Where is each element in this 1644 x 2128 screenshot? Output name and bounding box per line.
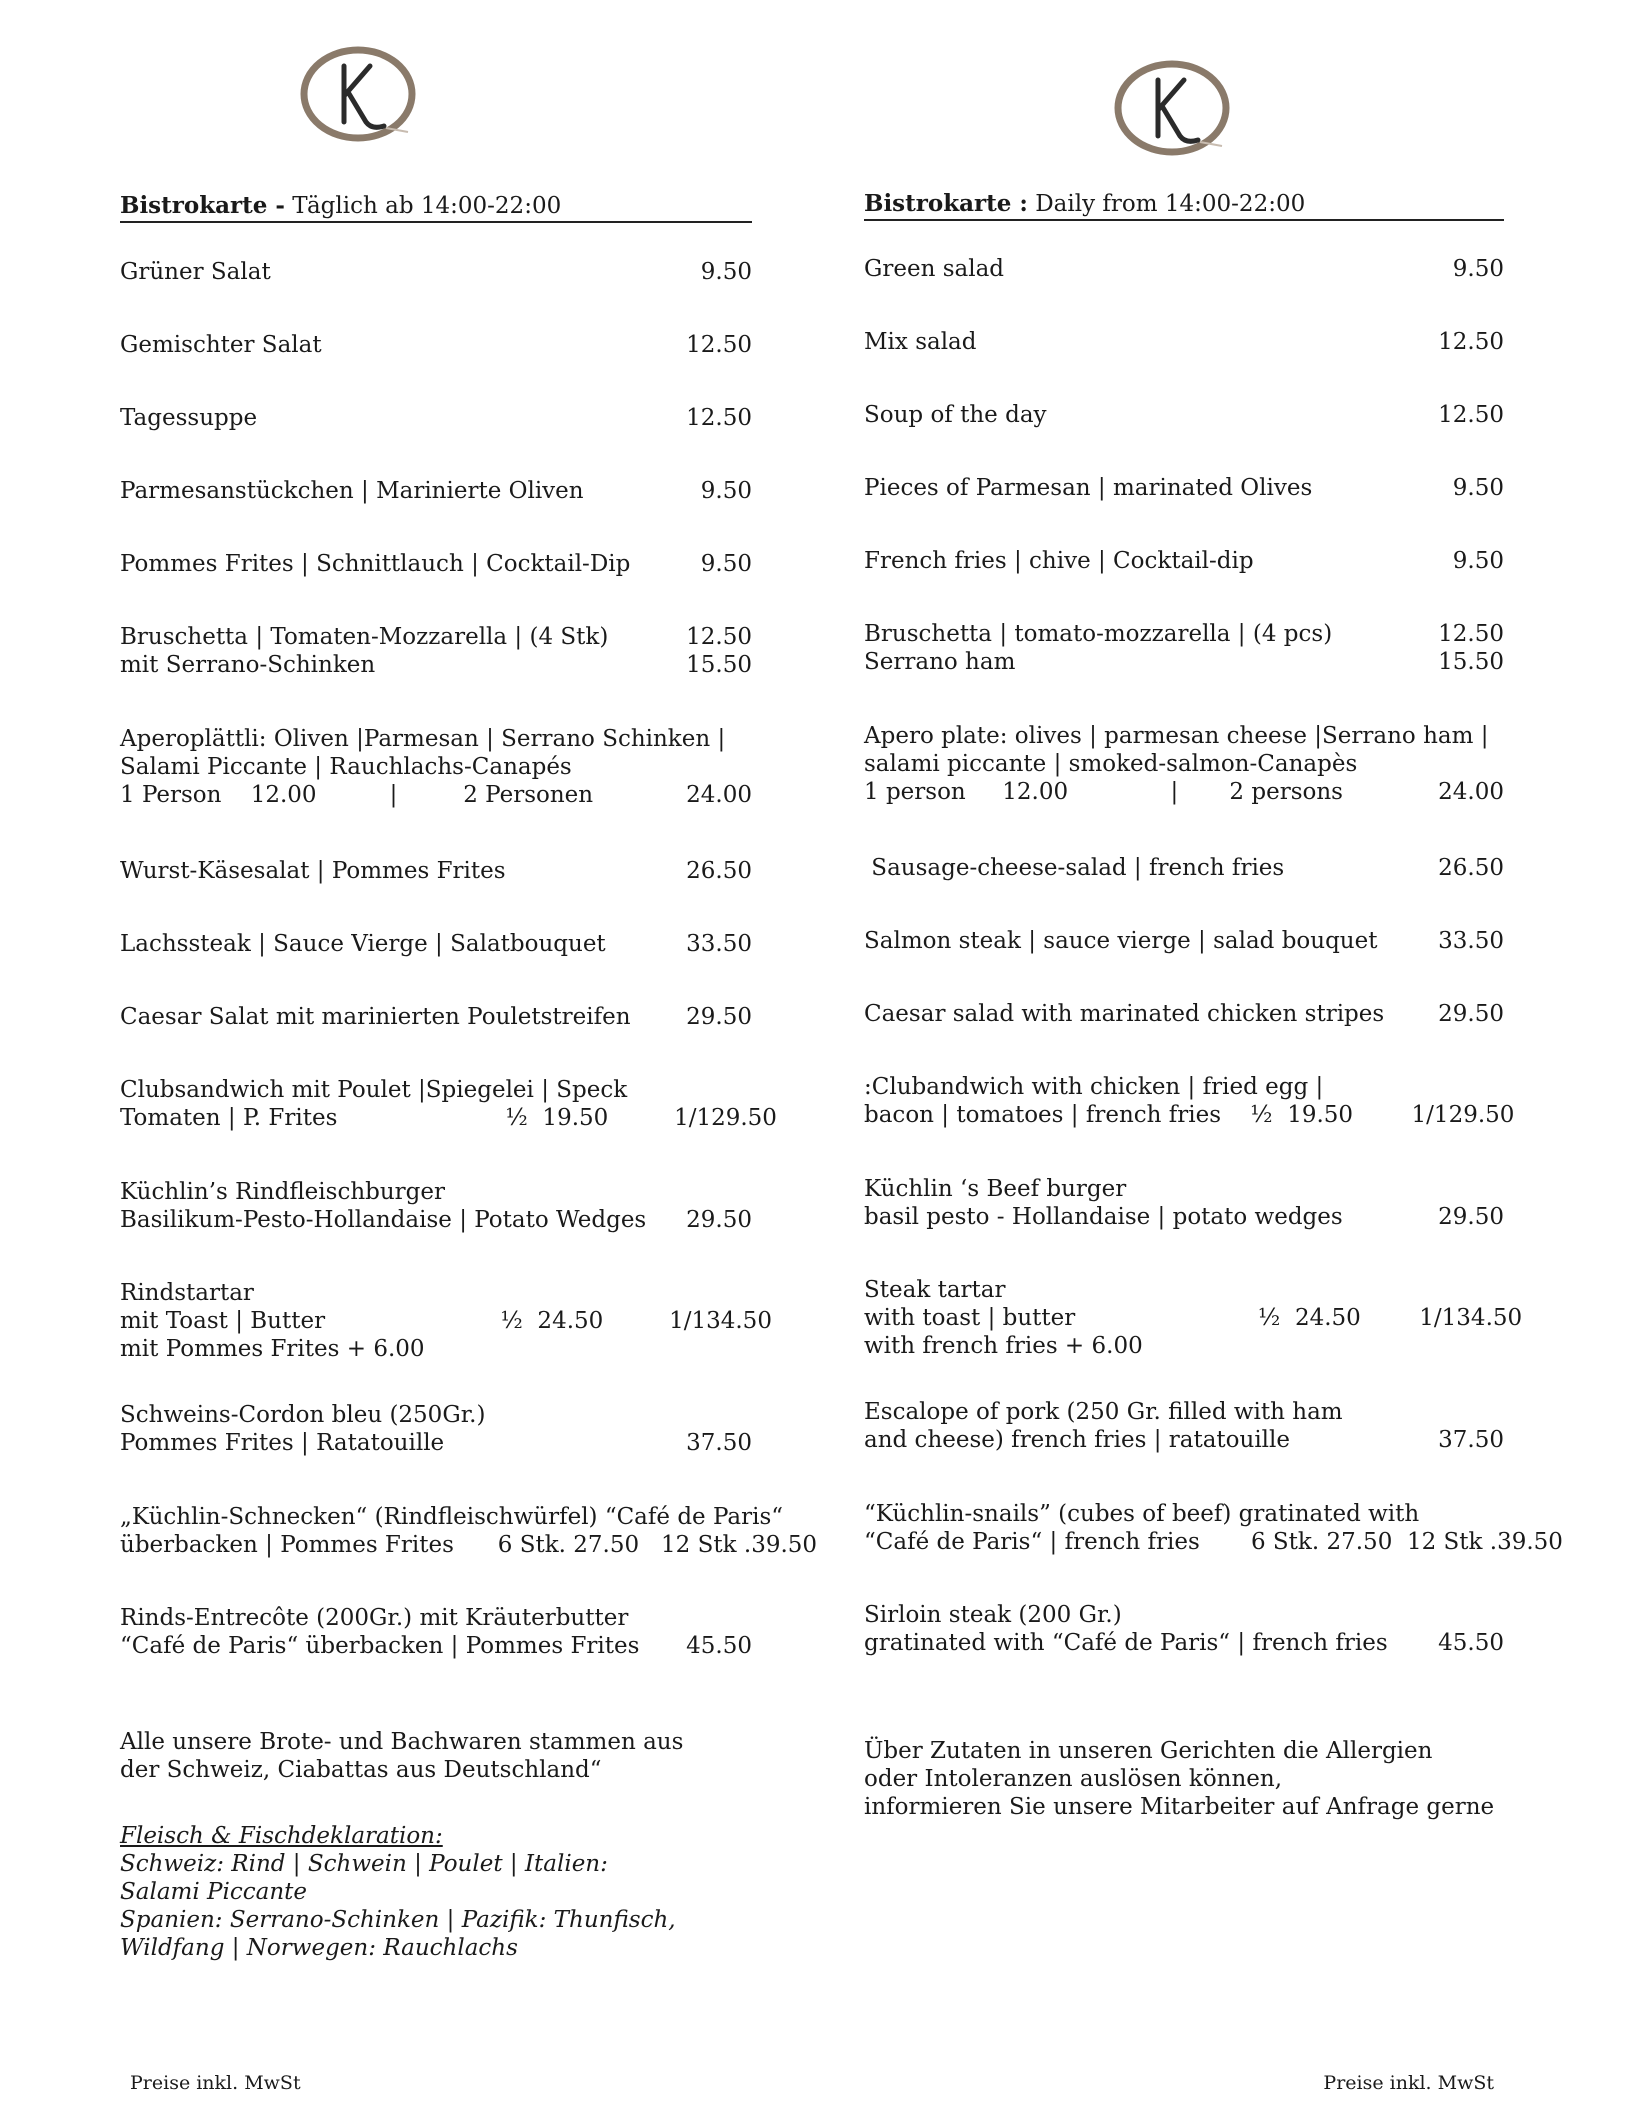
menu-item (864, 1276, 1523, 1360)
menu-item-line (864, 401, 1504, 429)
menu-item-line (120, 1178, 752, 1206)
item-price: 24.00 (686, 782, 752, 808)
item-price: 12.50 (686, 624, 752, 650)
menu-item-line (120, 1076, 752, 1104)
item-price: 15.50 (1438, 649, 1504, 675)
item-price (672, 753, 752, 781)
menu-item-line (120, 1206, 752, 1234)
item-price: 39.50 (1497, 1529, 1563, 1555)
item-price: 12.50 (1438, 329, 1504, 355)
menu-item-line (120, 1503, 784, 1531)
item-price (672, 1335, 752, 1363)
item-price (672, 1401, 752, 1429)
menu-item-line (864, 474, 1504, 502)
item-description: Pieces of Parmesan | marinated Olives (864, 475, 1313, 501)
item-description: Grüner Salat (120, 259, 271, 285)
item-price: 29.50 (686, 1207, 752, 1233)
menu-item-line (120, 550, 752, 578)
menu-item-line (120, 725, 752, 753)
item-description: Pommes Frites | Schnittlauch | Cocktail-Dip (120, 551, 631, 577)
menu-item-line (120, 331, 752, 359)
item-description: “Café de Paris“ | french fries 6 Stk. 27.50 12 Stk . (864, 1529, 1498, 1555)
menu-item-line (864, 1203, 1504, 1231)
item-description: Aperoplättli: Oliven |Parmesan | Serrano Schinken | (120, 726, 726, 752)
item-price (1424, 1500, 1504, 1528)
item-price: 34.50 (706, 1308, 772, 1334)
menu-item-line (864, 927, 1504, 955)
item-description: Pommes Frites | Ratatouille (120, 1430, 445, 1456)
allergy-line-2: oder Intoleranzen auslösen können, (864, 1766, 1283, 1792)
item-price (1488, 722, 1504, 750)
item-description: Apero plate: olives | parmesan cheese |Serrano ham | (864, 723, 1489, 749)
item-price: 37.50 (1438, 1427, 1504, 1453)
item-description: Serrano ham (864, 649, 1016, 675)
item-price (672, 1076, 752, 1104)
item-price (1424, 1276, 1504, 1304)
item-price (1424, 750, 1504, 778)
menu-item (120, 930, 752, 958)
menu-item-line (120, 477, 752, 505)
menu-header (120, 192, 752, 223)
item-price: 45.50 (686, 1633, 752, 1659)
menu-item-line (864, 1101, 1515, 1129)
menu-item (120, 1279, 772, 1363)
item-description: mit Toast | Butter ½ 24.50 1/1 (120, 1308, 707, 1334)
item-description: Green salad (864, 256, 1005, 282)
menu-item (864, 328, 1504, 356)
item-price (672, 1604, 752, 1632)
item-description: salami piccante | smoked-salmon-Canapès (864, 751, 1358, 777)
item-description: Bruschetta | Tomaten-Mozzarella | (4 Stk) (120, 624, 609, 650)
item-description: Mix salad (864, 329, 977, 355)
item-description: gratinated with “Café de Paris“ | french fries (864, 1630, 1388, 1656)
item-price: 9.50 (700, 551, 752, 577)
menu-item (120, 1178, 752, 1234)
menu-item (120, 725, 752, 809)
item-description: and cheese) french fries | ratatouille (864, 1427, 1291, 1453)
menu-item-line (120, 1531, 818, 1559)
menu-item (864, 1398, 1504, 1454)
item-price: 33.50 (686, 931, 752, 957)
item-price: 29.50 (1448, 1102, 1515, 1128)
menu-item-line (120, 623, 752, 651)
menu-item (120, 550, 752, 578)
bread-note-2: der Schweiz, Ciabattas aus Deutschland“ (120, 1757, 602, 1783)
item-description: Rinds-Entrecôte (200Gr.) mit Kräuterbutter (120, 1605, 629, 1631)
declaration-line-3: Spanien: Serrano-Schinken | Pazifik: Thunfisch, (120, 1907, 676, 1933)
logo-k-icon (1114, 56, 1234, 166)
item-price: 24.00 (1438, 779, 1504, 805)
menu-item-line (864, 1398, 1504, 1426)
menu-item (120, 404, 752, 432)
bread-note-1: Alle unsere Brote- und Bachwaren stammen aus (120, 1729, 684, 1755)
menu-item-line (120, 1604, 752, 1632)
menu-item-line (864, 328, 1504, 356)
item-price: 34.50 (1456, 1305, 1523, 1331)
item-price: 9.50 (700, 259, 752, 285)
item-price (672, 1279, 752, 1307)
item-price: 12.50 (686, 332, 752, 358)
item-price: 29.50 (711, 1105, 777, 1131)
menu-item-line (120, 1335, 752, 1363)
menu-item-line (864, 255, 1504, 283)
declaration-line-4: Wildfang | Norwegen: Rauchlachs (120, 1935, 518, 1961)
price-note: Preise inkl. MwSt (130, 2072, 301, 2094)
item-price: 45.50 (1438, 1630, 1504, 1656)
item-description: Caesar salad with marinated chicken stripes (864, 1001, 1385, 1027)
price-note: Preise inkl. MwSt (1323, 2072, 1494, 2094)
item-price: 29.50 (686, 1004, 752, 1030)
menu-item-line (120, 753, 752, 781)
item-description: überbacken | Pommes Frites 6 Stk. 27.50 12 Stk . (120, 1532, 752, 1558)
menu-item-line (120, 857, 752, 885)
menu-item-line (864, 1175, 1504, 1203)
item-price: 12.50 (686, 405, 752, 431)
menu-item (120, 477, 752, 505)
item-description: Tagessuppe (120, 405, 258, 431)
menu-item-line (864, 1332, 1504, 1360)
item-description: with toast | butter ½ 24.50 1/1 (864, 1305, 1457, 1331)
menu-item-line (120, 1003, 752, 1031)
menu-item-line (120, 1104, 777, 1132)
menu-item-line (120, 1401, 752, 1429)
menu-item (864, 474, 1504, 502)
menu-item (120, 1503, 818, 1559)
menu-item (864, 620, 1504, 676)
item-price: 9.50 (1452, 548, 1504, 574)
item-price: 26.50 (1438, 855, 1504, 881)
item-description: Soup of the day (864, 402, 1047, 428)
menu-item (864, 1000, 1504, 1028)
menu-item-line (120, 651, 752, 679)
item-description: with french fries + 6.00 (864, 1333, 1143, 1359)
menu-item-line (864, 648, 1504, 676)
menu-item-line (120, 404, 752, 432)
menu-item-line (864, 1304, 1523, 1332)
allergy-line-3: informieren Sie unsere Mitarbeiter auf Anfrage gerne (864, 1794, 1495, 1820)
menu-header (864, 190, 1504, 221)
menu-item (120, 1003, 752, 1031)
menu-item-line (864, 1276, 1504, 1304)
menu-item (864, 1073, 1515, 1129)
menu-item-line (864, 722, 1504, 750)
item-price (1424, 1073, 1504, 1101)
item-description: Clubsandwich mit Poulet |Spiegelei | Speck (120, 1077, 628, 1103)
item-description: mit Serrano-Schinken (120, 652, 376, 678)
item-description: Steak tartar (864, 1277, 1006, 1303)
item-description: Sirloin steak (200 Gr.) (864, 1602, 1122, 1628)
item-description: Gemischter Salat (120, 332, 322, 358)
menu-item (864, 927, 1504, 955)
menu-item (864, 722, 1504, 806)
item-description: French fries | chive | Cocktail-dip (864, 548, 1254, 574)
allergy-notes (864, 1737, 1504, 1821)
item-price (1424, 1601, 1504, 1629)
menu-item-line (120, 1632, 752, 1660)
menu-item-line (864, 547, 1504, 575)
menu-item-line (120, 930, 752, 958)
menu-item (864, 1500, 1563, 1556)
menu-item (864, 547, 1504, 575)
item-description: Caesar Salat mit marinierten Pouletstreifen (120, 1004, 631, 1030)
menu-item (864, 854, 1504, 882)
item-price: 12.50 (1438, 402, 1504, 428)
menu-item-line (120, 258, 752, 286)
item-price: 39.50 (751, 1532, 818, 1558)
menu-item-line (864, 1500, 1504, 1528)
item-description: Parmesanstückchen | Marinierte Oliven (120, 478, 584, 504)
item-description: Salmon steak | sauce vierge | salad bouquet (864, 928, 1378, 954)
item-description: 1 person 12.00 | 2 persons (864, 779, 1343, 805)
item-description: bacon | tomatoes | french fries ½ 19.50 1/1 (864, 1102, 1449, 1128)
item-description: Bruschetta | tomato-mozzarella | (4 pcs) (864, 621, 1333, 647)
item-description: Schweins-Cordon bleu (250Gr.) (120, 1402, 486, 1428)
item-description: “Küchlin-snails” (cubes of beef) gratinated with (864, 1501, 1420, 1527)
origin-notes (120, 1728, 752, 1962)
item-price: 29.50 (1438, 1204, 1504, 1230)
item-price (1424, 1175, 1504, 1203)
menu-item (120, 331, 752, 359)
logo-k-icon (300, 42, 420, 152)
header-hours: Täglich ab 14:00-22:00 (284, 193, 562, 219)
item-description: “Café de Paris“ überbacken | Pommes Frites (120, 1633, 640, 1659)
item-description: Basilikum-Pesto-Hollandaise | Potato Wedges (120, 1207, 647, 1233)
item-price: 15.50 (686, 652, 752, 678)
declaration-line-2: Salami Piccante (120, 1879, 307, 1905)
header-title: Bistrokarte - (120, 192, 285, 219)
item-description: Rindstartar (120, 1280, 254, 1306)
item-description: Küchlin ‘s Beef burger (864, 1176, 1127, 1202)
item-description: 1 Person 12.00 | 2 Personen (120, 782, 594, 808)
allergy-line-1: Über Zutaten in unseren Gerichten die Allergien (864, 1738, 1433, 1764)
menu-item-line (864, 1000, 1504, 1028)
item-description: Sausage-cheese-salad | french fries (864, 855, 1285, 881)
menu-item (120, 1604, 752, 1660)
menu-item-line (864, 750, 1504, 778)
menu-item (864, 1175, 1504, 1231)
item-description: Wurst-Käsesalat | Pommes Frites (120, 858, 506, 884)
item-price (725, 725, 752, 753)
item-price: 9.50 (1452, 256, 1504, 282)
item-description: „Küchlin-Schnecken“ (Rindfleischwürfel) “Café de Paris“ (120, 1504, 784, 1530)
menu-item-line (120, 1429, 752, 1457)
item-price: 37.50 (686, 1430, 752, 1456)
menu-item (120, 857, 752, 885)
item-description: basil pesto - Hollandaise | potato wedges (864, 1204, 1343, 1230)
menu-item-line (864, 1426, 1504, 1454)
item-description: Escalope of pork (250 Gr. filled with ham (864, 1399, 1343, 1425)
menu-item (120, 1076, 777, 1132)
menu-item (864, 1601, 1504, 1657)
item-description: mit Pommes Frites + 6.00 (120, 1336, 425, 1362)
menu-item-line (864, 1528, 1563, 1556)
item-price: 26.50 (686, 858, 752, 884)
item-price: 9.50 (700, 478, 752, 504)
menu-item (120, 258, 752, 286)
item-price: 29.50 (1438, 1001, 1504, 1027)
menu-item (864, 255, 1504, 283)
menu-item-line (864, 1073, 1504, 1101)
item-price: 9.50 (1452, 475, 1504, 501)
item-description: Tomaten | P. Frites ½ 19.50 1/1 (120, 1105, 712, 1131)
menu-item-line (120, 1307, 772, 1335)
item-price (1424, 1398, 1504, 1426)
header-title: Bistrokarte : (864, 190, 1028, 217)
menu-item-line (864, 778, 1504, 806)
item-price: 33.50 (1438, 928, 1504, 954)
item-price (672, 1178, 752, 1206)
menu-item-line (864, 1601, 1504, 1629)
menu-item-line (864, 620, 1504, 648)
item-description: Küchlin’s Rindfleischburger (120, 1179, 446, 1205)
item-price (1424, 1332, 1504, 1360)
menu-item-line (120, 1279, 752, 1307)
menu-item-line (120, 781, 752, 809)
menu-item (120, 623, 752, 679)
item-description: :Clubandwich with chicken | fried egg | (864, 1074, 1324, 1100)
item-description: Salami Piccante | Rauchlachs-Canapés (120, 754, 572, 780)
item-price: 12.50 (1438, 621, 1504, 647)
menu-item (120, 1401, 752, 1457)
menu-item-line (864, 854, 1504, 882)
menu-item (864, 401, 1504, 429)
menu-item-line (864, 1629, 1504, 1657)
declaration-line-1: Schweiz: Rind | Schwein | Poulet | Italien: (120, 1851, 608, 1877)
declaration-title: Fleisch & Fischdeklaration: (120, 1823, 443, 1849)
header-hours: Daily from 14:00-22:00 (1027, 191, 1306, 217)
item-description: Lachssteak | Sauce Vierge | Salatbouquet (120, 931, 606, 957)
